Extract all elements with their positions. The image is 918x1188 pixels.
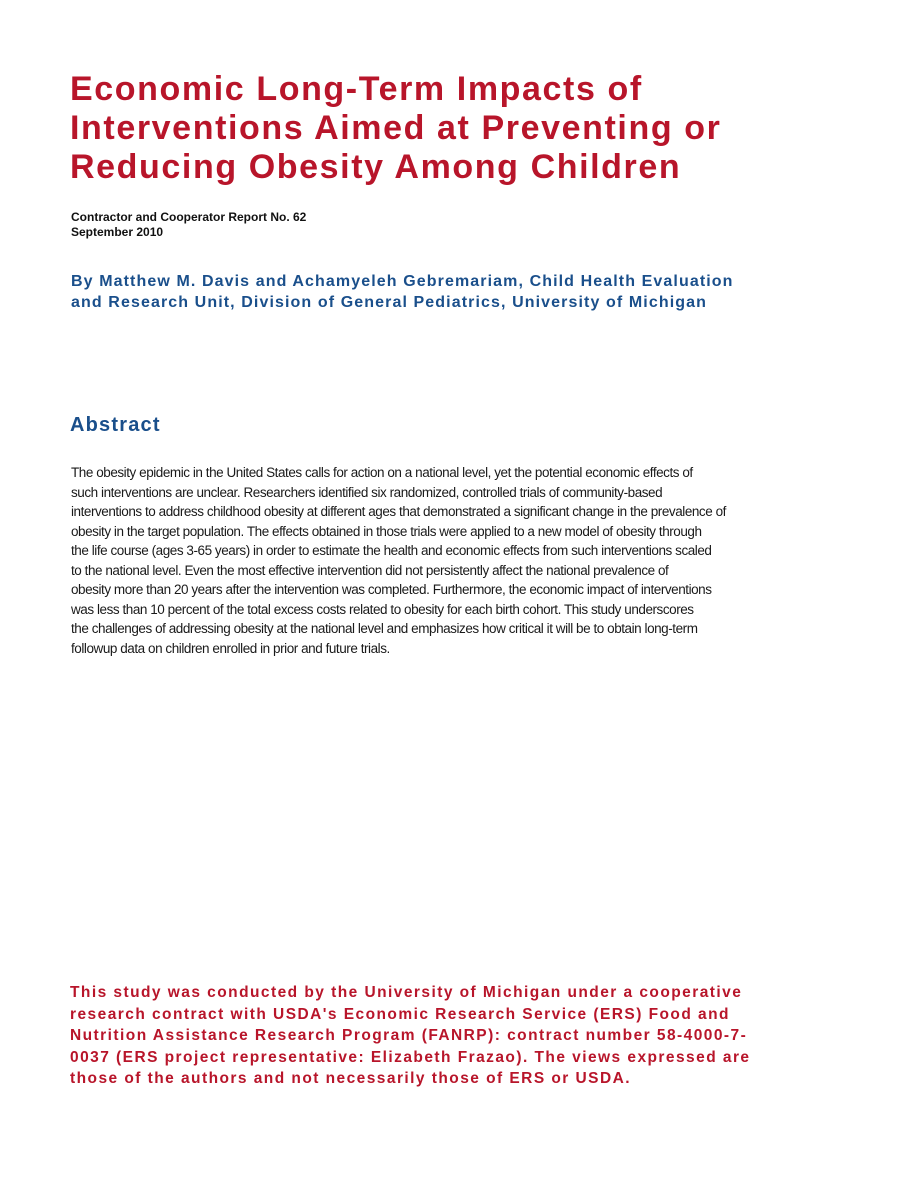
- report-title: [70, 70, 870, 187]
- abstract-body: [71, 463, 861, 658]
- title-line: Economic Long-Term Impacts of: [70, 70, 643, 108]
- abstract-line: the challenges of addressing obesity at the national level and emphasizes how critical it will be to obtain long-term: [71, 621, 698, 636]
- disclaimer-line: research contract with USDA's Economic Research Service (ERS) Food and: [70, 1005, 730, 1023]
- abstract-line: interventions to address childhood obesity at different ages that demonstrated a significant change in the prevalence of: [71, 504, 726, 519]
- abstract-line: obesity more than 20 years after the intervention was completed. Furthermore, the economic impact of interventions: [71, 582, 712, 597]
- report-date: September 2010: [71, 225, 164, 239]
- abstract-line: such interventions are unclear. Researchers identified six randomized, controlled trials of community-based: [71, 484, 663, 500]
- disclaimer-line: those of the authors and not necessarily those of ERS or USDA.: [70, 1070, 631, 1087]
- disclaimer-line: Nutrition Assistance Research Program (FANRP): contract number 58-4000-7-: [70, 1027, 748, 1044]
- report-info: [71, 210, 306, 240]
- title-line: Interventions Aimed at Preventing or: [70, 109, 722, 147]
- disclaimer-line: This study was conducted by the University of Michigan under a cooperative: [70, 984, 743, 1001]
- abstract-line: was less than 10 percent of the total excess costs related to obesity for each birth cohort. This study underscores: [71, 601, 694, 617]
- author-line: and Research Unit, Division of General Pediatrics, University of Michigan: [71, 294, 708, 311]
- abstract-line: The obesity epidemic in the United States calls for action on a national level, yet the potential economic effects of: [71, 465, 693, 480]
- disclaimer-line: 0037 (ERS project representative: Elizabeth Frazao). The views expressed are: [70, 1048, 751, 1066]
- author-line: By Matthew M. Davis and Achamyeleh Gebremariam, Child Health Evaluation: [71, 273, 734, 290]
- abstract-line: to the national level. Even the most effective intervention did not persistently affect the national prevalence of: [71, 562, 669, 578]
- abstract-line: obesity in the target population. The effects obtained in those trials were applied to a new model of obesity through: [71, 523, 702, 539]
- author-byline: [71, 271, 871, 313]
- disclaimer-note: [70, 982, 870, 1090]
- report-number: Contractor and Cooperator Report No. 62: [71, 210, 307, 224]
- abstract-line: the life course (ages 3-65 years) in order to estimate the health and economic effects from such interventions scaled: [71, 543, 712, 558]
- abstract-line: followup data on children enrolled in prior and future trials.: [71, 640, 390, 656]
- abstract-heading: Abstract: [70, 414, 161, 436]
- title-line: Reducing Obesity Among Children: [70, 148, 682, 186]
